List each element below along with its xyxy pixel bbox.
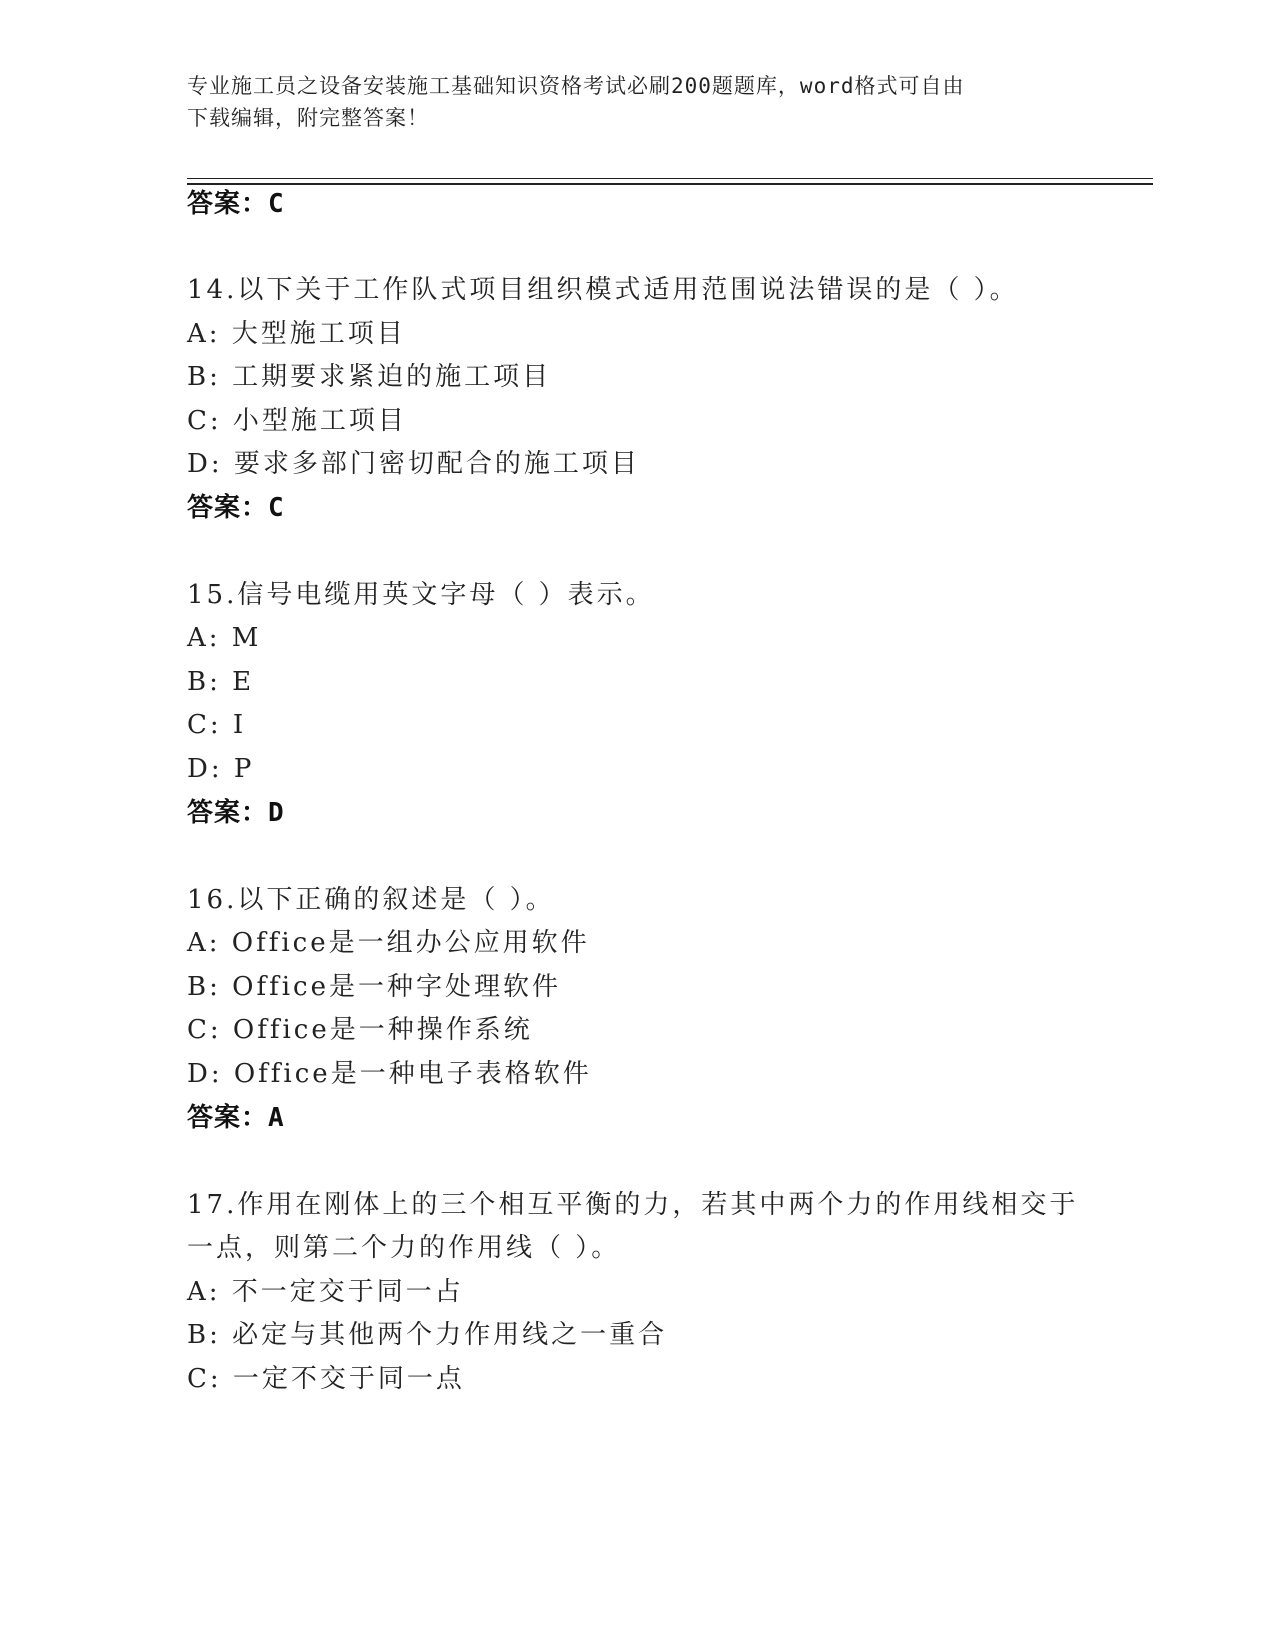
answer-q14: 答案：C: [187, 493, 285, 523]
question-stem-17-line-1: 17.作用在刚体上的三个相互平衡的力，若其中两个力的作用线相交于: [187, 1190, 1079, 1220]
document-header: [187, 70, 1087, 134]
question-stem-16: 16.以下正确的叙述是（ ）。: [187, 885, 555, 915]
option-14-c: C: 小型施工项目: [187, 406, 407, 436]
header-divider: [187, 178, 1153, 185]
option-17-a: A: 不一定交于同一占: [187, 1277, 464, 1307]
option-15-c: C: I: [187, 710, 247, 740]
question-stem-17-line-2: 一点，则第二个力的作用线（ ）。: [187, 1233, 621, 1263]
option-14-d: D: 要求多部门密切配合的施工项目: [187, 449, 640, 479]
option-15-d: D: P: [187, 754, 255, 784]
option-17-c: C: 一定不交于同一点: [187, 1364, 465, 1394]
header-title-line-1: 专业施工员之设备安装施工基础知识资格考试必刷200题题库，word格式可自由: [187, 74, 965, 98]
option-16-a: A: Office是一组办公应用软件: [187, 928, 590, 958]
option-14-a: A: 大型施工项目: [187, 319, 406, 349]
option-15-a: A: M: [187, 623, 262, 653]
answer-q13: 答案：C: [187, 189, 285, 219]
answer-q16: 答案：A: [187, 1103, 285, 1133]
option-16-b: B: Office是一种字处理软件: [187, 972, 561, 1002]
answer-q15: 答案：D: [187, 798, 285, 828]
option-16-d: D: Office是一种电子表格软件: [187, 1059, 592, 1089]
option-16-c: C: Office是一种操作系统: [187, 1015, 533, 1045]
question-stem-15: 15.信号电缆用英文字母（ ）表示。: [187, 580, 655, 610]
option-14-b: B: 工期要求紧迫的施工项目: [187, 362, 552, 392]
option-17-b: B: 必定与其他两个力作用线之一重合: [187, 1320, 668, 1350]
header-title-line-2: 下载编辑，附完整答案！: [187, 106, 429, 130]
question-stem-14: 14.以下关于工作队式项目组织模式适用范围说法错误的是（ ）。: [187, 275, 1019, 305]
option-15-b: B: E: [187, 667, 255, 697]
